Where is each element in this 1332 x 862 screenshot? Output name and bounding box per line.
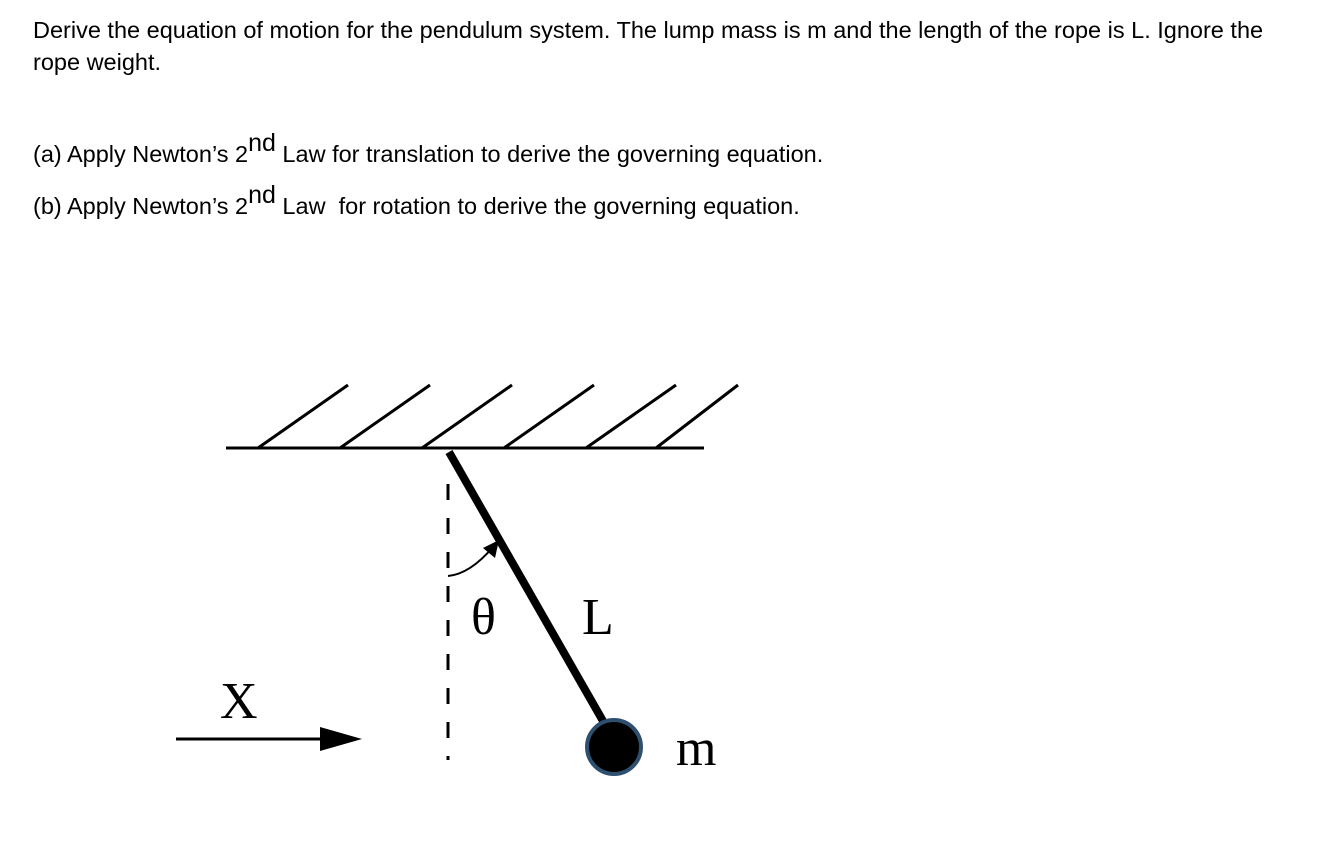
hatch-mark	[422, 385, 512, 448]
hatch-mark	[586, 385, 676, 448]
ceiling-support	[226, 385, 738, 448]
part-a-superscript: nd	[248, 129, 276, 157]
part-b-prefix: (b) Apply Newton’s 2	[33, 193, 249, 219]
theta-angle-label: θ	[471, 589, 496, 646]
mass-label: m	[676, 720, 717, 777]
part-a-prefix: (a) Apply Newton’s 2	[33, 141, 249, 167]
length-label: L	[582, 589, 614, 646]
hatch-mark	[656, 385, 738, 448]
hatch-mark	[340, 385, 430, 448]
x-axis-label: X	[220, 673, 258, 730]
problem-statement: Derive the equation of motion for the pendulum system. The lump mass is m and the length of the rope is L. Ignore the rope weight.	[33, 17, 1264, 75]
lump-mass	[587, 720, 641, 774]
hatch-mark	[504, 385, 594, 448]
x-direction-arrowhead	[320, 727, 362, 751]
part-a-suffix: Law for translation to derive the governing equation.	[275, 141, 824, 167]
ceiling-hatching	[258, 385, 738, 448]
part-b-superscript: nd	[248, 181, 276, 209]
angle-arc	[448, 547, 493, 576]
part-b-suffix: Law for rotation to derive the governing equation.	[275, 193, 800, 219]
hatch-mark	[258, 385, 348, 448]
